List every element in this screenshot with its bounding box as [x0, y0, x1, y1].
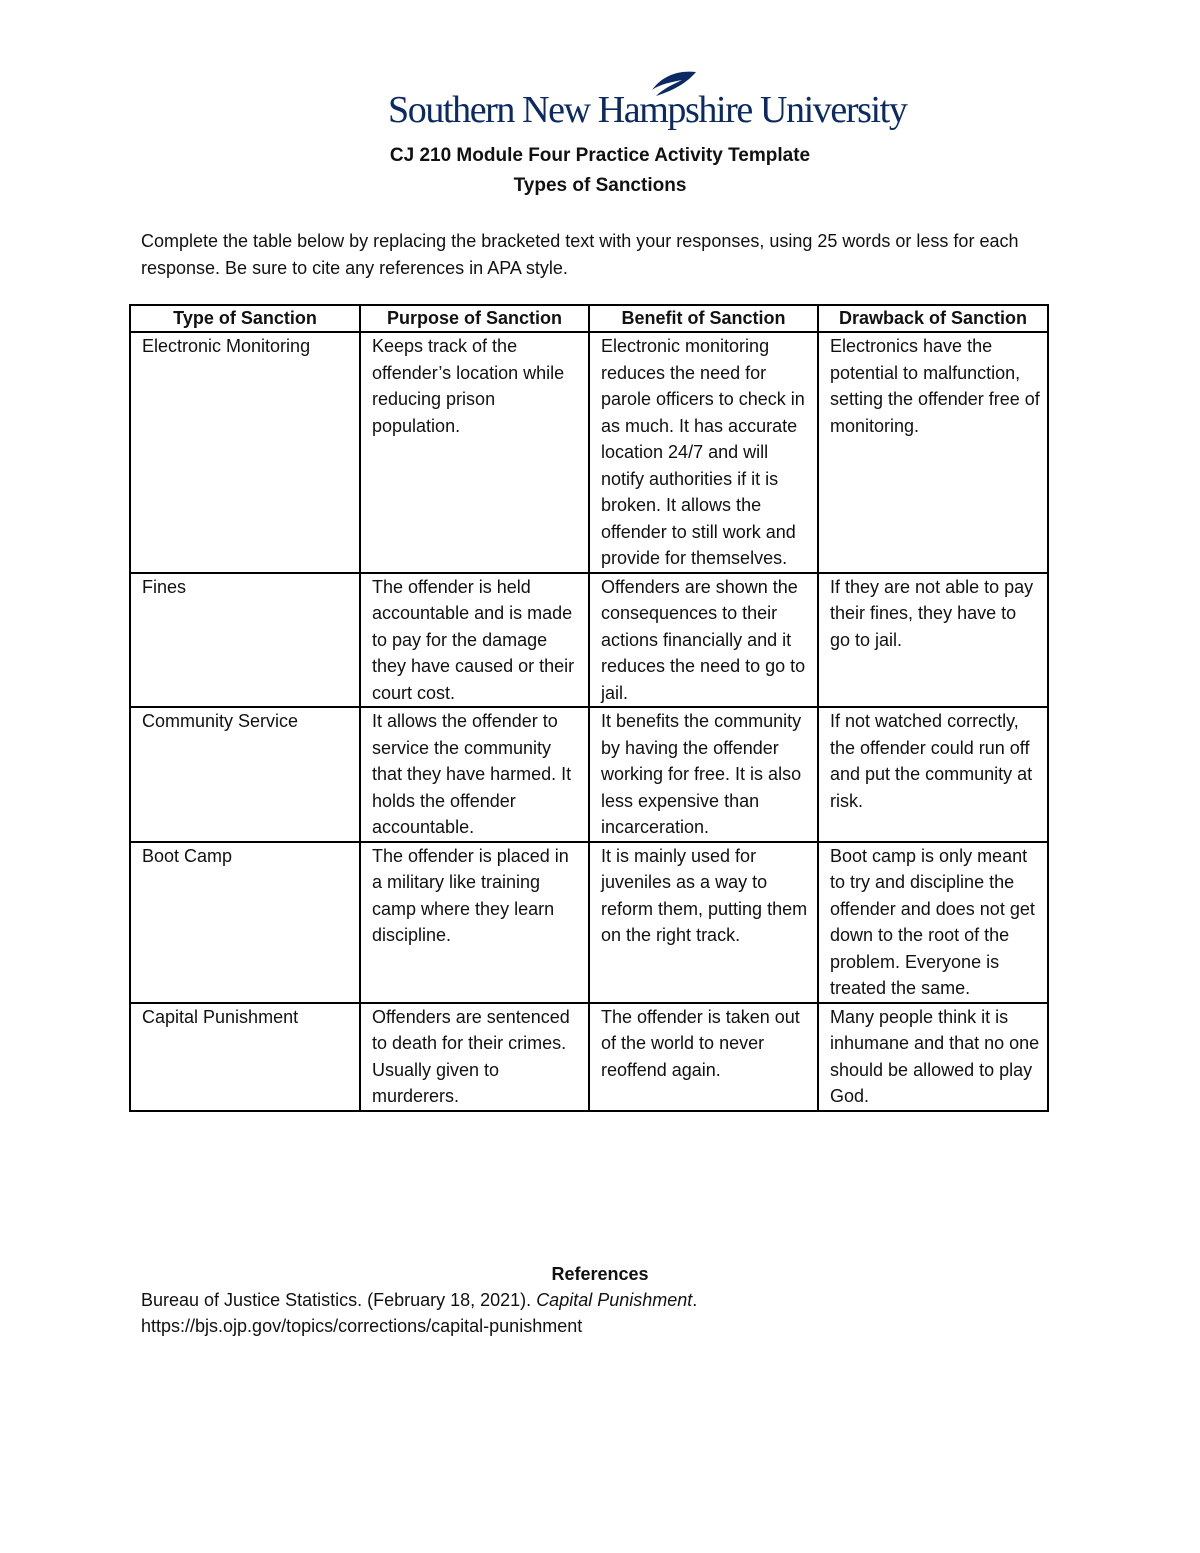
- sanction-drawback: Electronics have the potential to malfunction, setting the offender free of monitoring.: [818, 332, 1048, 573]
- sanction-purpose: The offender is placed in a military like training camp where they learn discipline.: [360, 842, 589, 1003]
- sanction-purpose: Offenders are sentenced to death for their crimes. Usually given to murderers.: [360, 1003, 589, 1111]
- table-row: [130, 707, 1048, 842]
- sanction-drawback: If they are not able to pay their fines, they have to go to jail.: [818, 573, 1048, 708]
- logo-text: Southern New Hampshire University: [388, 89, 907, 131]
- reference-citation: [141, 1290, 697, 1311]
- sanction-type: Community Service: [130, 707, 360, 842]
- university-logo: [388, 70, 907, 136]
- citation-end: .: [692, 1290, 698, 1310]
- sanction-benefit: Electronic monitoring reduces the need for parole officers to check in as much. It has accurate location 24/7 and will notify authorities if it is broken. It allows the offender to still work and provide for themselves.: [589, 332, 818, 573]
- sanction-purpose: It allows the offender to service the community that they have harmed. It holds the offender accountable.: [360, 707, 589, 842]
- page-title: CJ 210 Module Four Practice Activity Template: [389, 145, 811, 166]
- reference-url: https://bjs.ojp.gov/topics/corrections/capital-punishment: [141, 1316, 583, 1336]
- table-row: [130, 842, 1048, 1003]
- sanction-benefit: The offender is taken out of the world to never reoffend again.: [589, 1003, 818, 1111]
- instructions: Complete the table below by replacing the bracketed text with your responses, using 25 words or less for each response. Be sure to cite any references in APA style.: [141, 231, 1019, 278]
- sanction-drawback: Many people think it is inhumane and that no one should be allowed to play God.: [818, 1003, 1048, 1111]
- sanction-drawback: If not watched correctly, the offender could run off and put the community at risk.: [818, 707, 1048, 842]
- sanction-benefit: Offenders are shown the consequences to their actions financially and it reduces the need to go to jail.: [589, 573, 818, 708]
- sanction-type: Fines: [130, 573, 360, 708]
- sanction-purpose: The offender is held accountable and is made to pay for the damage they have caused or their court cost.: [360, 573, 589, 708]
- sanction-type: Capital Punishment: [130, 1003, 360, 1111]
- sanctions-table: [129, 304, 1049, 1112]
- sanction-benefit: It is mainly used for juveniles as a way to reform them, putting them on the right track.: [589, 842, 818, 1003]
- column-header: Purpose of Sanction: [360, 305, 589, 332]
- citation-title: Capital Punishment: [536, 1290, 693, 1310]
- sanction-type: Electronic Monitoring: [130, 332, 360, 573]
- table-row: [130, 332, 1048, 573]
- column-header: Type of Sanction: [130, 305, 360, 332]
- sanction-purpose: Keeps track of the offender’s location while reducing prison population.: [360, 332, 589, 573]
- table-header-row: [130, 305, 1048, 332]
- table-row: [130, 573, 1048, 708]
- citation-author: Bureau of Justice Statistics. (February 18, 2021).: [141, 1290, 537, 1310]
- table-row: [130, 1003, 1048, 1111]
- column-header: Drawback of Sanction: [818, 305, 1048, 332]
- column-header: Benefit of Sanction: [589, 305, 818, 332]
- sanction-drawback: Boot camp is only meant to try and discipline the offender and does not get down to the root of the problem. Everyone is treated the same.: [818, 842, 1048, 1003]
- sanction-benefit: It benefits the community by having the offender working for free. It is also less expensive than incarceration.: [589, 707, 818, 842]
- references-heading: References: [551, 1264, 649, 1284]
- sanction-type: Boot Camp: [130, 842, 360, 1003]
- page-subtitle: Types of Sanctions: [513, 175, 687, 196]
